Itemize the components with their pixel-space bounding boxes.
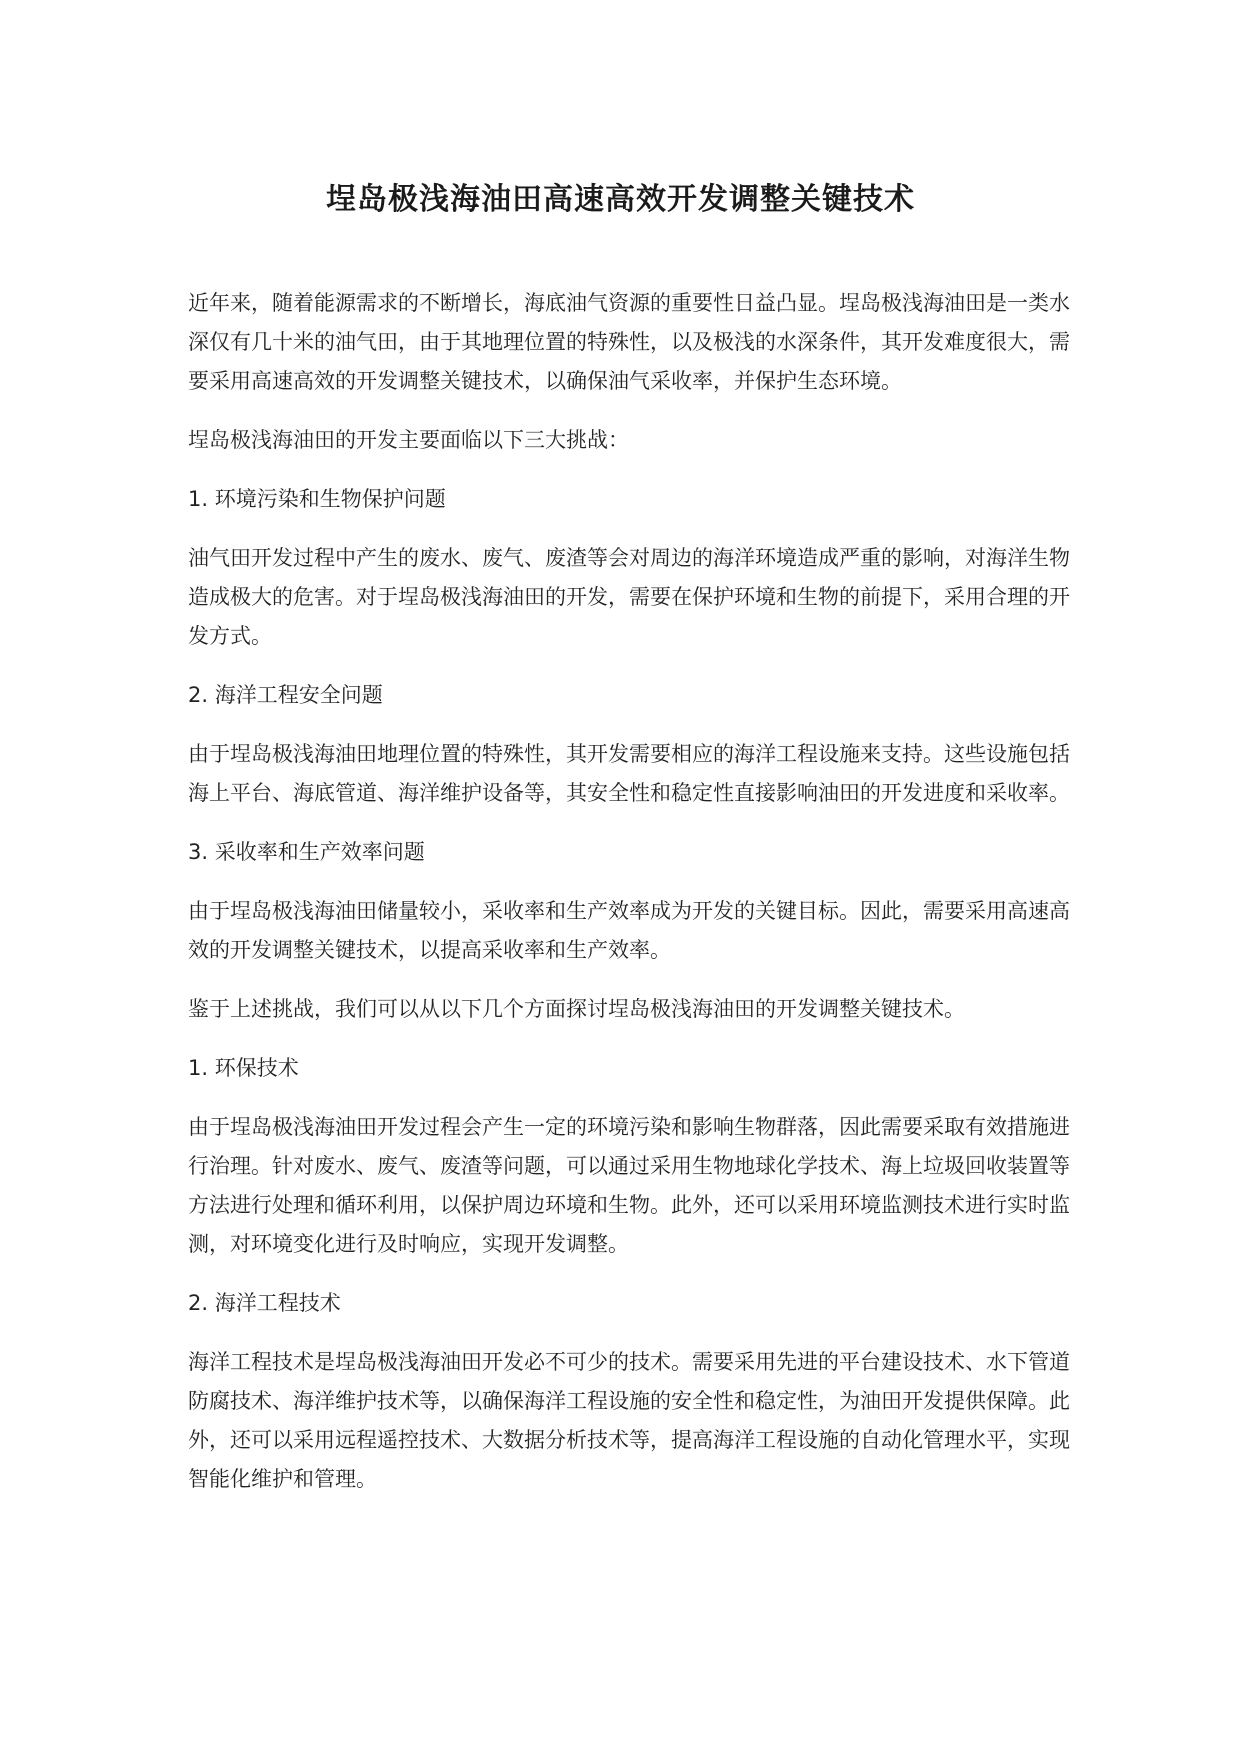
challenge-heading-2: 2. 海洋工程安全问题 (188, 683, 383, 707)
challenges-intro: 埕岛极浅海油田的开发主要面临以下三大挑战： (188, 428, 629, 452)
challenge-paragraph-2: 由于埕岛极浅海油田地理位置的特殊性，其开发需要相应的海洋工程设施来支持。这些设施包括海上平台、海底管道、海洋维护设备等，其安全性和稳定性直接影响油田的开发进度和采收率。 (188, 742, 1070, 805)
techniques-intro: 鉴于上述挑战，我们可以从以下几个方面探讨埕岛极浅海油田的开发调整关键技术。 (188, 997, 965, 1021)
intro-paragraph: 近年来，随着能源需求的不断增长，海底油气资源的重要性日益凸显。埕岛极浅海油田是一类水深仅有几十米的油气田，由于其地理位置的特殊性，以及极浅的水深条件，其开发难度很大，需要采用高速高效的开发调整关键技术，以确保油气采收率，并保护生态环境。 (188, 291, 1070, 393)
technique-heading-2: 2. 海洋工程技术 (188, 1291, 341, 1315)
document-title: 埕岛极浅海油田高速高效开发调整关键技术 (326, 182, 915, 217)
challenge-paragraph-1: 油气田开发过程中产生的废水、废气、废渣等会对周边的海洋环境造成严重的影响，对海洋生物造成极大的危害。对于埕岛极浅海油田的开发，需要在保护环境和生物的前提下，采用合理的开发方式。 (188, 546, 1070, 648)
technique-heading-1: 1. 环保技术 (188, 1056, 299, 1080)
challenge-heading-1: 1. 环境污染和生物保护问题 (188, 487, 446, 511)
technique-paragraph-1: 由于埕岛极浅海油田开发过程会产生一定的环境污染和影响生物群落，因此需要采取有效措施进行治理。针对废水、废气、废渣等问题，可以通过采用生物地球化学技术、海上垃圾回收装置等方法进行处理和循环利用，以保护周边环境和生物。此外，还可以采用环境监测技术进行实时监测，对环境变化进行及时响应，实现开发调整。 (188, 1115, 1070, 1256)
document-body (188, 284, 1080, 1519)
challenge-heading-3: 3. 采收率和生产效率问题 (188, 840, 425, 864)
technique-paragraph-2: 海洋工程技术是埕岛极浅海油田开发必不可少的技术。需要采用先进的平台建设技术、水下管道防腐技术、海洋维护技术等，以确保海洋工程设施的安全性和稳定性，为油田开发提供保障。此外，还可以采用远程遥控技术、大数据分析技术等，提高海洋工程设施的自动化管理水平，实现智能化维护和管理。 (188, 1350, 1070, 1491)
challenge-paragraph-3: 由于埕岛极浅海油田储量较小，采收率和生产效率成为开发的关键目标。因此，需要采用高速高效的开发调整关键技术，以提高采收率和生产效率。 (188, 899, 1070, 962)
